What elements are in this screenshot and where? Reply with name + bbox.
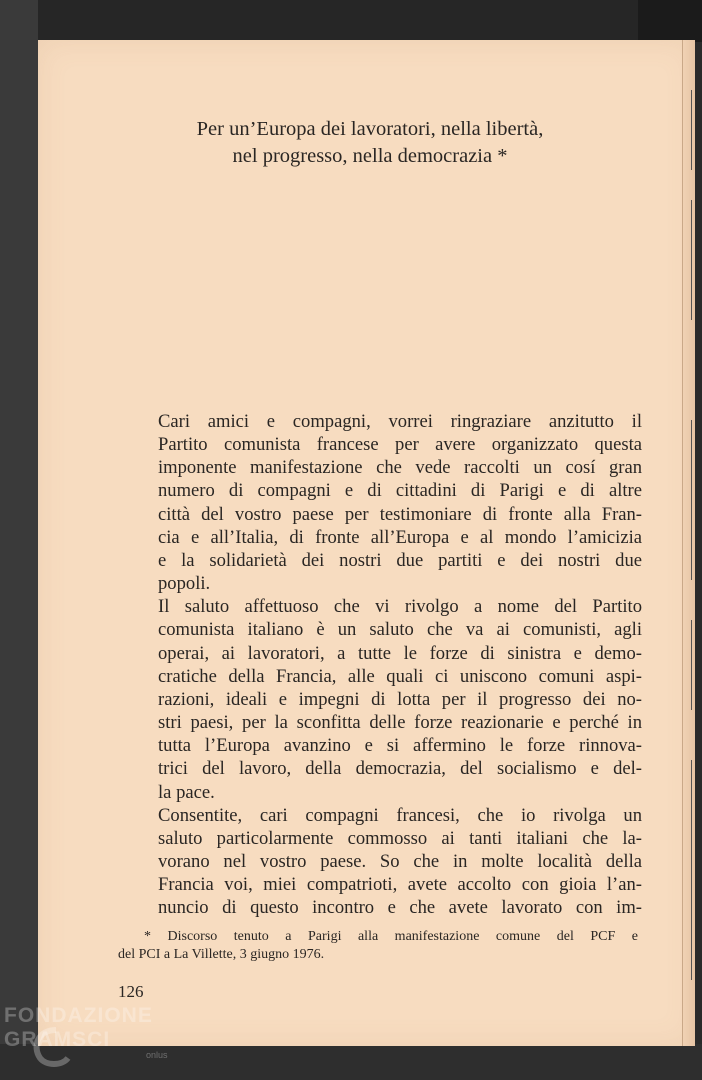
scan-background-left [0, 0, 38, 1080]
text-line: Il saluto affettuoso che vi rivolgo a nome del Partito [158, 596, 642, 618]
text-line: e la solidarietà dei nostri due partiti e dei nostri due [158, 549, 642, 571]
watermark-subtext: onlus [146, 1050, 168, 1060]
text-line: nuncio di questo incontro e che avete lavorato con im- [158, 897, 642, 919]
scan-background-right [638, 0, 702, 42]
footnote [118, 928, 638, 964]
page-edge-line [691, 90, 692, 170]
paragraph-3 [122, 804, 642, 920]
watermark-text: FONDAZIONE GRAMSCI [4, 1004, 153, 1051]
paragraph-1 [122, 410, 642, 595]
text-line: imponente manifestazione che vede raccolti un cosí gran [158, 457, 642, 479]
chapter-title-line-1: Per un’Europa dei lavoratori, nella libertà, [196, 118, 544, 140]
text-line: cia e all’Italia, di fronte all’Europa e al mondo l’amicizia [158, 526, 642, 548]
text-line: cratiche della Francia, alle quali ci uniscono comuni aspi- [158, 665, 642, 687]
page-number: 126 [118, 982, 144, 1001]
scan-background-top [0, 0, 702, 42]
text-line: Partito comunista francese per avere organizzato questa [158, 434, 642, 456]
text-line: Francia voi, miei compatrioti, avete accolto con gioia l’an- [158, 874, 642, 896]
text-line: trici del lavoro, della democrazia, del socialismo e del- [158, 758, 642, 780]
footnote-line-2: del PCI a La Villette, 3 giugno 1976. [118, 947, 325, 962]
text-line: la pace. [158, 781, 215, 803]
text-line: popoli. [158, 573, 211, 595]
page-edge-line [691, 620, 692, 710]
body-text [122, 410, 642, 919]
watermark-swirl-icon [26, 1022, 86, 1072]
page-edge-line [691, 200, 692, 320]
text-line: operai, ai lavoratori, a tutte le forze di sinistra e demo- [158, 642, 642, 664]
watermark-logo [4, 1000, 194, 1080]
page-edge-line [691, 420, 692, 580]
text-line: città del vostro paese per testimoniare di fronte alla Fran- [158, 503, 642, 525]
text-line: stri paesi, per la sconfitta delle forze reazionarie e perché in [158, 712, 642, 734]
text-line: Consentite, cari compagni francesi, che io rivolga un [158, 804, 642, 826]
page-edge-line [691, 760, 692, 980]
chapter-title-line-2: nel progresso, nella democrazia * [232, 145, 508, 167]
paragraph-2 [122, 595, 642, 803]
page-edge [682, 40, 695, 1046]
footnote-line-1: * Discorso tenuto a Parigi alla manifestazione comune del PCF e [144, 929, 638, 944]
chapter-title [130, 116, 610, 170]
text-line: vorano nel vostro paese. So che in molte località della [158, 850, 642, 872]
text-line: saluto particolarmente commosso ai tanti italiani che la- [158, 827, 642, 849]
text-line: numero di compagni e di cittadini di Parigi e di altre [158, 480, 642, 502]
text-line: Cari amici e compagni, vorrei ringraziare anzitutto il [158, 411, 642, 432]
text-line: comunista italiano è un saluto che va ai comunisti, agli [158, 619, 642, 641]
text-line: tutta l’Europa avanzino e si affermino le forze rinnova- [158, 735, 642, 757]
text-line: razioni, ideali e impegni di lotta per il progresso dei no- [158, 688, 642, 710]
